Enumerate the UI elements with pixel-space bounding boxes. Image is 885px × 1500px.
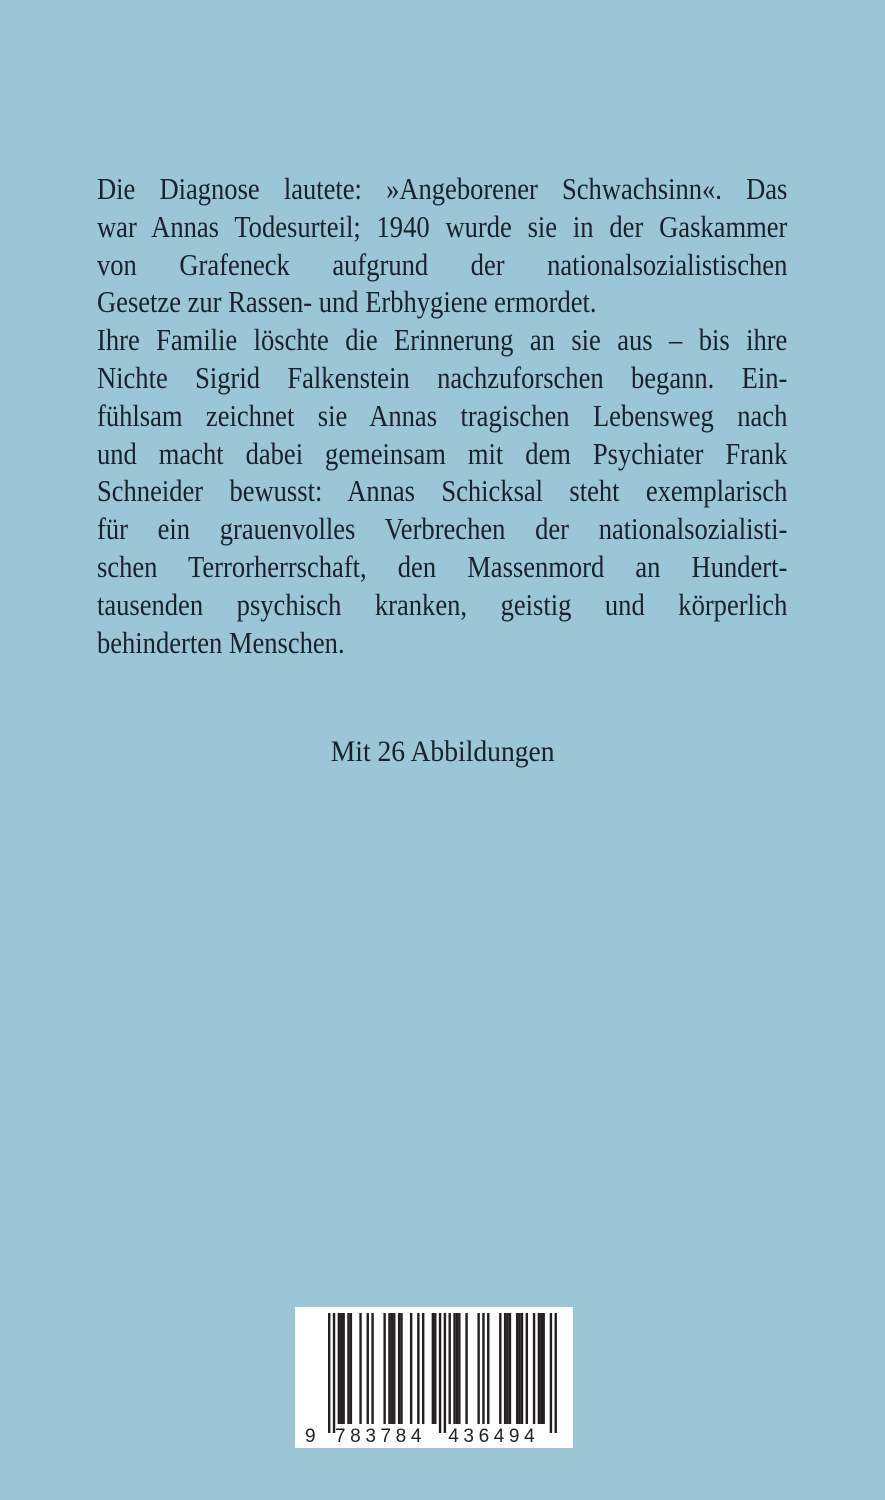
blurb-line xyxy=(97,398,787,436)
blurb-line xyxy=(97,322,787,360)
blurb-line-text: für ein grauenvolles Verbrechen der nationalsozialisti- xyxy=(97,512,788,547)
blurb-line xyxy=(97,436,787,474)
blurb-line xyxy=(97,473,787,511)
blurb-line xyxy=(97,284,787,322)
blurb-line xyxy=(97,171,787,209)
blurb-line xyxy=(97,209,787,247)
blurb-line-text: war Annas Todesurteil; 1940 wurde sie in der Gaskammer xyxy=(97,209,788,244)
blurb-line xyxy=(97,625,787,663)
blurb-line-text: Schneider bewusst: Annas Schicksal steht exemplarisch xyxy=(97,474,788,509)
blurb-text xyxy=(97,171,787,662)
blurb-line-text: tausenden psychisch kranken, geistig und körperlich xyxy=(97,587,788,622)
blurb-line-text: von Grafeneck aufgrund der nationalsozialistischen xyxy=(97,247,788,282)
blurb-line xyxy=(97,360,787,398)
blurb-line-text: und macht dabei gemeinsam mit dem Psychiater Frank xyxy=(97,436,788,471)
barcode-bars-icon xyxy=(295,1307,573,1448)
blurb-line xyxy=(97,549,787,587)
illustrations-note-text: Mit 26 Abbildungen xyxy=(330,735,555,768)
blurb-line xyxy=(97,247,787,285)
illustrations-note xyxy=(0,732,885,772)
svg-text:436494: 436494 xyxy=(448,1426,540,1447)
blurb-line-text: Ihre Familie löschte die Erinnerung an sie aus – bis ihre xyxy=(97,323,788,358)
blurb-line-text: fühlsam zeichnet sie Annas tragischen Lebensweg nach xyxy=(97,398,788,433)
blurb-line-text: Nichte Sigrid Falkenstein nachzuforschen begann. Ein- xyxy=(97,360,788,395)
blurb-line xyxy=(97,587,787,625)
isbn-barcode xyxy=(295,1307,573,1448)
blurb-line-text: behinderten Menschen. xyxy=(97,625,345,660)
blurb-line-text: schen Terrorherrschaft, den Massenmord an Hundert- xyxy=(97,549,788,584)
blurb-line-text: Die Diagnose lautete: »Angeborener Schwachsinn«. Das xyxy=(97,172,788,206)
blurb-line xyxy=(97,511,787,549)
blurb-line-text: Gesetze zur Rassen- und Erbhygiene ermordet. xyxy=(97,285,597,320)
svg-text:783784: 783784 xyxy=(335,1426,427,1447)
svg-text:9: 9 xyxy=(305,1426,316,1447)
